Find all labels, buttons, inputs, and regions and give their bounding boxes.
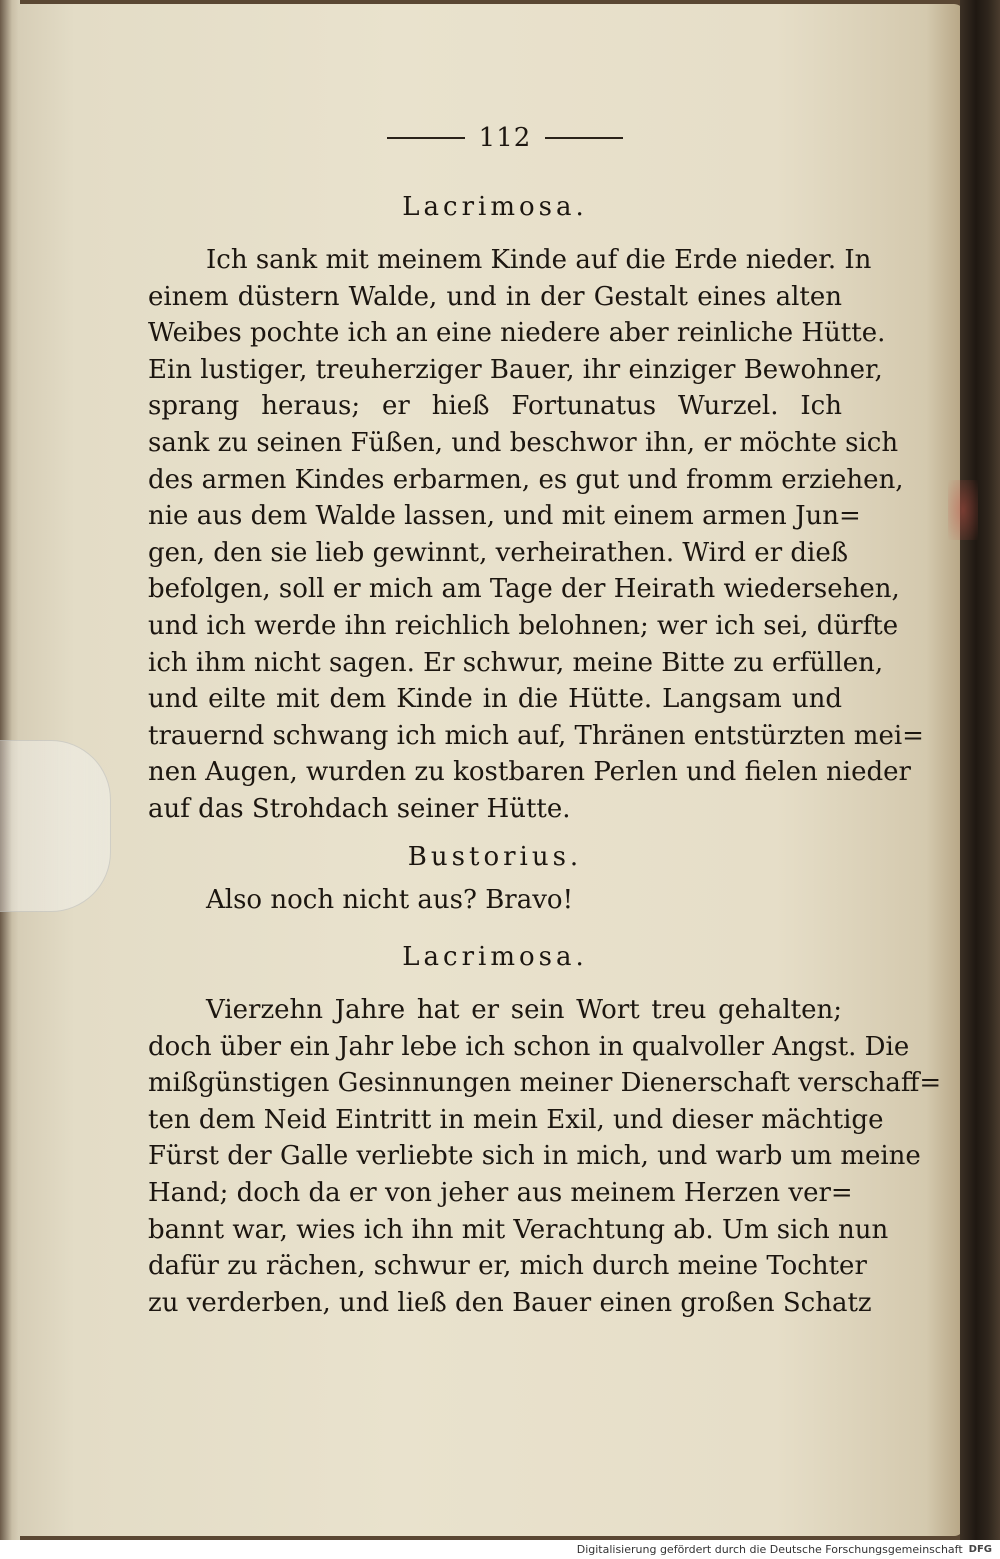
text-line: sprang heraus; er hieß Fortunatus Wurzel. Ich (148, 391, 842, 422)
text-line: dafür zu rächen, schwur er, mich durch meine Tochter (148, 1251, 867, 1282)
text-line: sank zu seinen Füßen, und beschwor ihn, er möchte sich (148, 427, 899, 458)
text-line: Also noch nicht aus? Bravo! (206, 885, 574, 915)
book-spine (960, 0, 1000, 1540)
text-line: auf das Strohdach seiner Hütte. (148, 793, 571, 824)
text-line: ten dem Neid Eintritt in mein Exil, und dieser mächtige (148, 1104, 884, 1135)
header-rule-right (545, 137, 623, 139)
dfg-logo: DFG (968, 1544, 992, 1555)
text-line: befolgen, soll er mich am Tage der Heirath wiedersehen, (148, 574, 900, 605)
text-line: nie aus dem Walde lassen, und mit einem armen Jun= (148, 501, 861, 532)
footer-bar (0, 1540, 1000, 1559)
footer-credit: Digitalisierung gefördert durch die Deutsche Forschungsgemeinschaft (576, 1543, 963, 1556)
dialogue-paragraph (148, 242, 924, 828)
text-line: mißgünstigen Gesinnungen meiner Dienerschaft verschaff= (148, 1068, 942, 1099)
speaker-name: Lacrimosa. (402, 942, 588, 972)
text-line: Ich sank mit meinem Kinde auf die Erde nieder. In (206, 245, 872, 275)
text-line: Hand; doch da er von jeher aus meinem Herzen ver= (148, 1177, 853, 1208)
red-stain (948, 480, 978, 540)
page-number: 112 (478, 123, 532, 153)
text-line: einem düstern Walde, und in der Gestalt eines alten (148, 281, 842, 312)
dialogue-paragraph (148, 882, 842, 919)
speaker-name: Bustorius. (407, 842, 583, 872)
text-line: ich ihm nicht sagen. Er schwur, meine Bitte zu erfüllen, (148, 647, 884, 678)
plastic-clip (0, 740, 111, 912)
text-line: trauernd schwang ich mich auf, Thränen entstürzten mei= (148, 720, 924, 751)
text-line: nen Augen, wurden zu kostbaren Perlen und fielen nieder (148, 757, 911, 788)
text-line: Ein lustiger, treuherziger Bauer, ihr einziger Bewohner, (148, 354, 883, 385)
text-line: doch über ein Jahr lebe ich schon in qualvoller Angst. Die (148, 1031, 910, 1062)
page-header (380, 118, 630, 158)
text-line: Vierzehn Jahre hat er sein Wort treu gehalten; (206, 995, 842, 1025)
text-line: zu verderben, und ließ den Bauer einen großen Schatz (148, 1287, 872, 1318)
header-rule-left (387, 137, 465, 139)
text-line: Weibes pochte ich an eine niedere aber reinliche Hütte. (148, 318, 886, 349)
text-line: und ich werde ihn reichlich belohnen; wer ich sei, dürfte (148, 610, 899, 641)
speaker-name: Lacrimosa. (402, 192, 588, 222)
text-line: des armen Kindes erbarmen, es gut und fromm erziehen, (148, 464, 904, 495)
text-line: Fürst der Galle verliebte sich in mich, und warb um meine (148, 1141, 921, 1172)
text-line: gen, den sie lieb gewinnt, verheirathen. Wird er dieß (148, 537, 849, 568)
dialogue-paragraph (148, 992, 942, 1321)
text-line: bannt war, wies ich ihn mit Verachtung ab. Um sich nun (148, 1214, 889, 1245)
text-line: und eilte mit dem Kinde in die Hütte. Langsam und (148, 684, 842, 715)
